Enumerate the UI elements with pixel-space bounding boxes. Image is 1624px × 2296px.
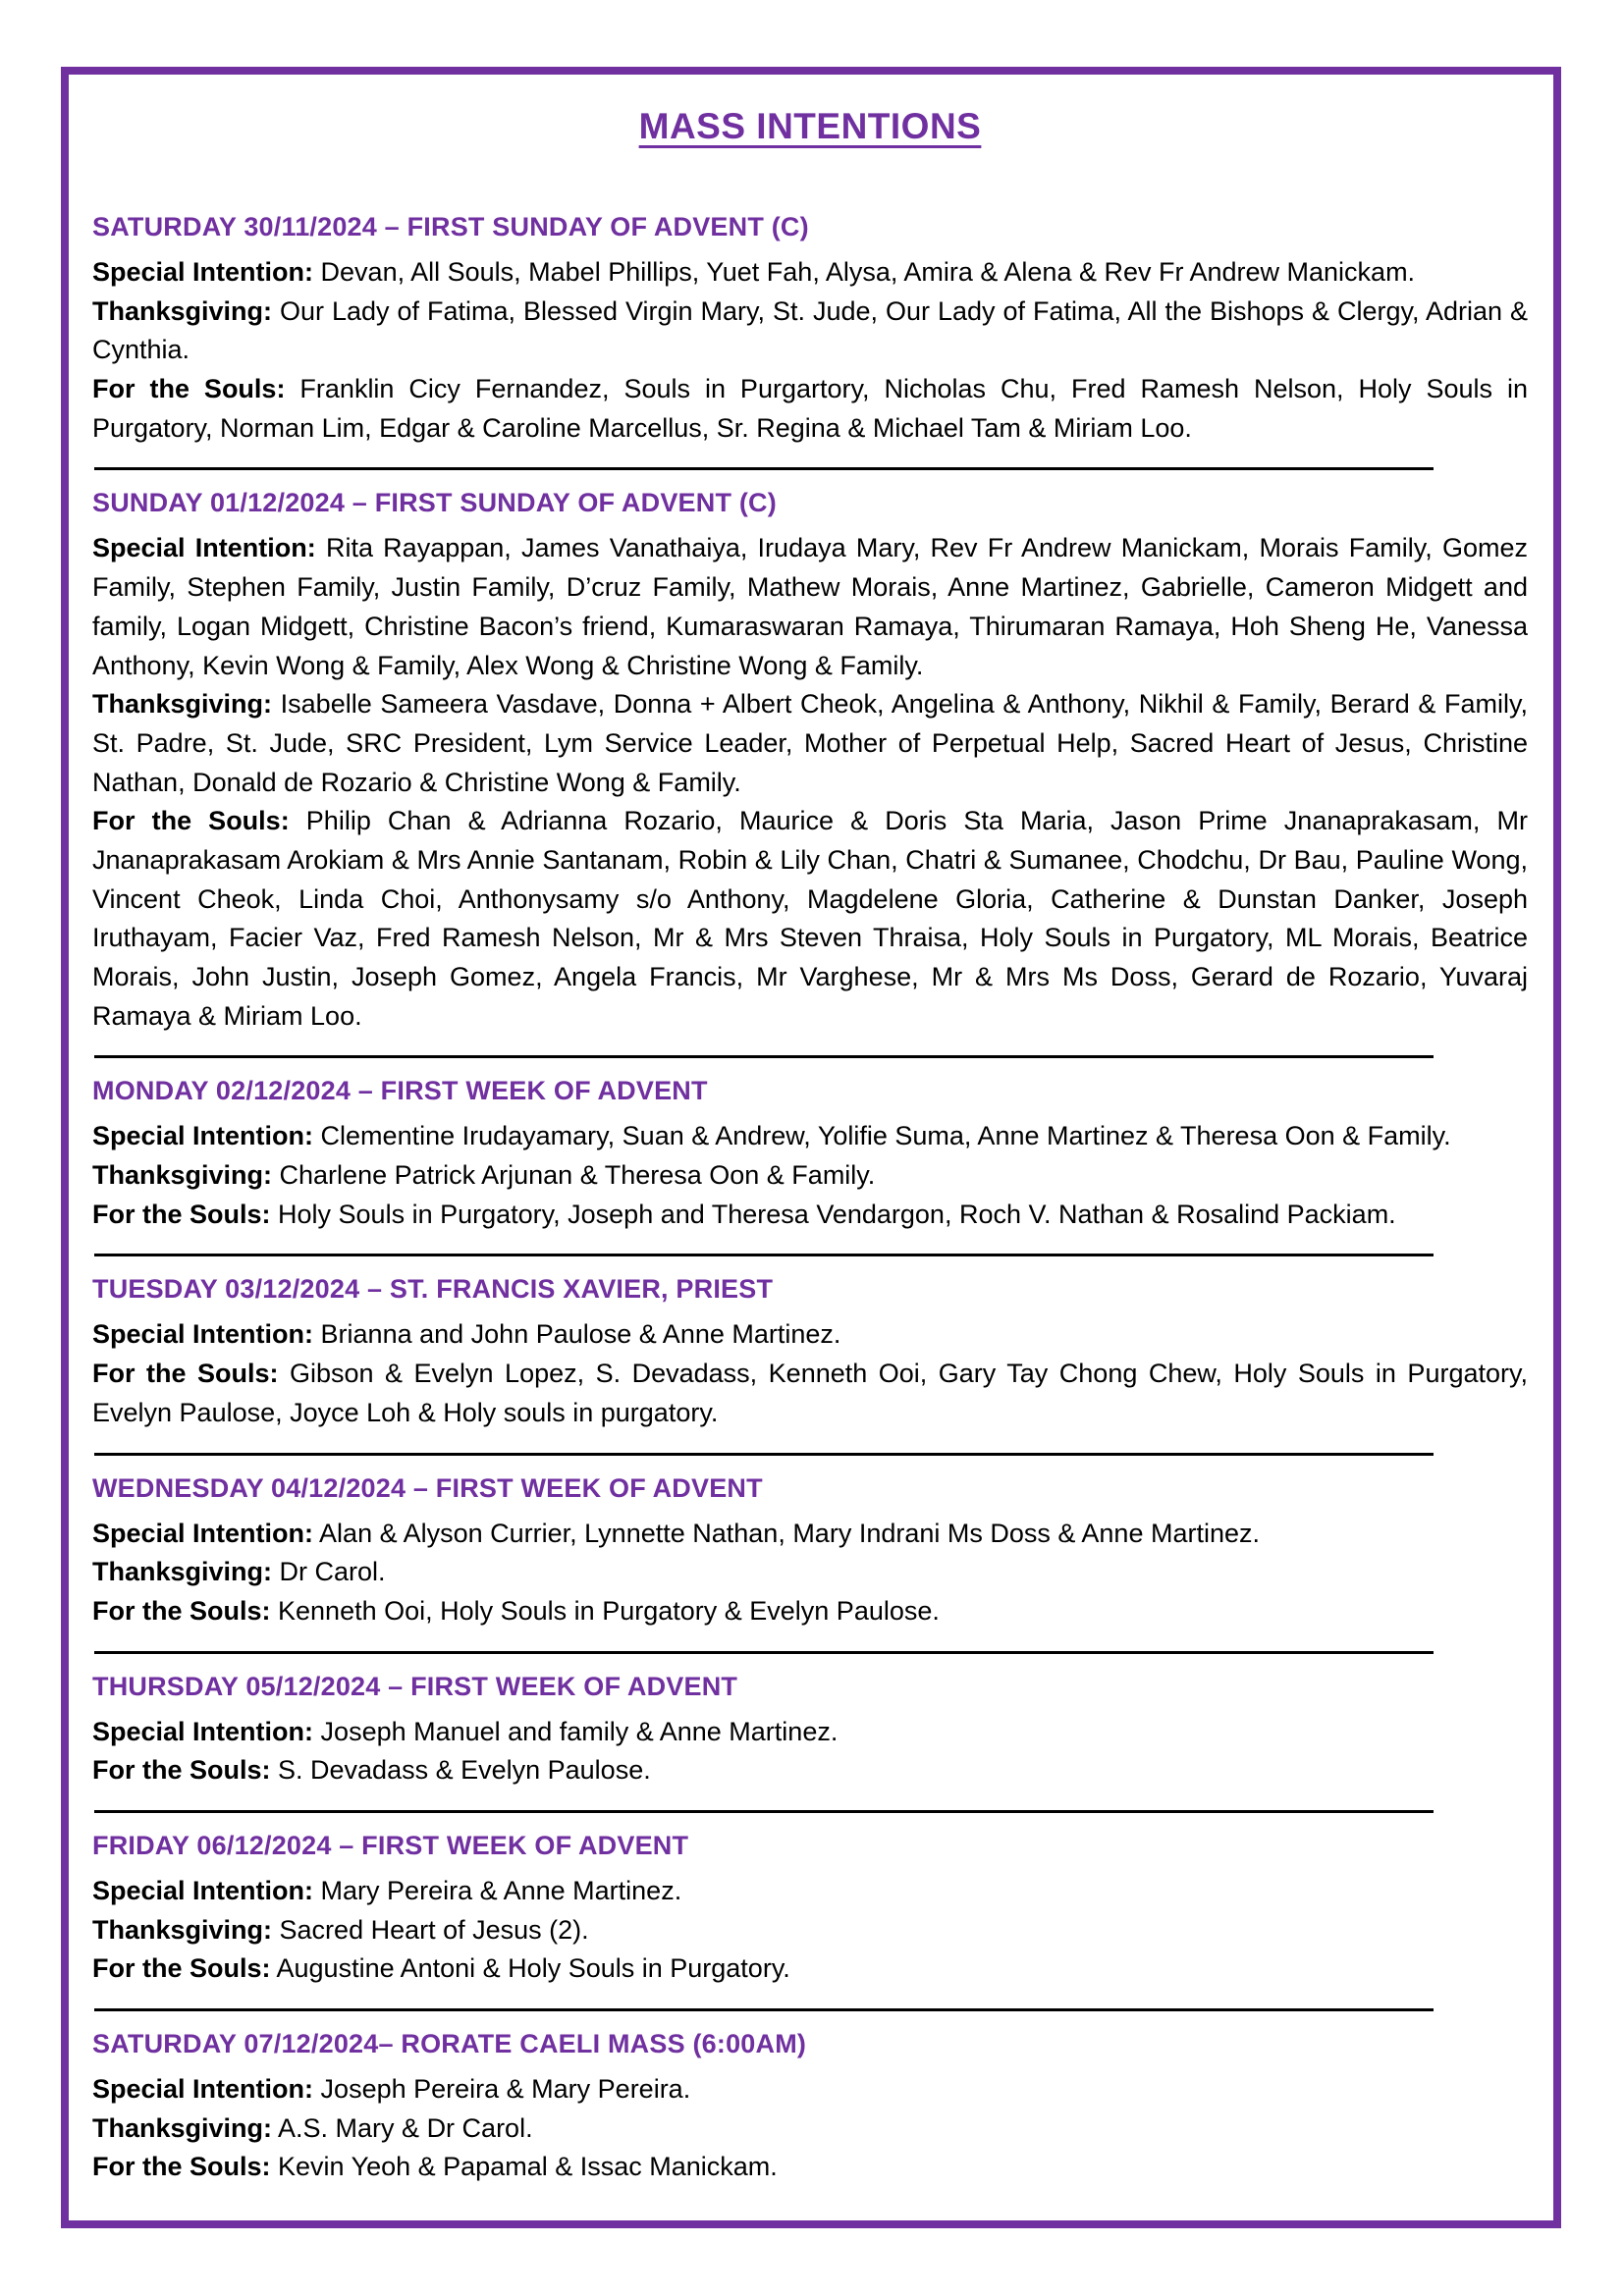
entry-text: Sacred Heart of Jesus (2). bbox=[279, 1914, 589, 1945]
entry-label: For the Souls: bbox=[92, 1755, 271, 1786]
entry-text: S. Devadass & Evelyn Paulose. bbox=[278, 1755, 651, 1786]
section-separator bbox=[94, 1651, 1434, 1654]
entry-text: Brianna and John Paulose & Anne Martinez. bbox=[320, 1319, 841, 1350]
intention-entry bbox=[92, 1949, 1528, 1989]
entry-label: Special Intention: bbox=[92, 1518, 314, 1548]
entry-text: Joseph Pereira & Mary Pereira. bbox=[320, 2074, 691, 2104]
entry-text: A.S. Mary & Dr Carol. bbox=[278, 2112, 533, 2143]
intention-entry bbox=[92, 1911, 1528, 1950]
entry-label: Thanksgiving: bbox=[92, 1160, 273, 1191]
mass-intentions-section bbox=[92, 474, 1528, 1045]
section-entries bbox=[92, 2070, 1528, 2187]
intention-entry bbox=[92, 1196, 1528, 1235]
entry-text: Rita Rayappan, James Vanathaiya, Irudaya Mary, Rev Fr Andrew Manickam, Morais Family, Gomez Family, Stephen Family, Justin Family, D’cruz Family, Mathew Morais, Anne Martinez, Gabrielle, Cameron Midgett and family, Logan Midgett, Christine Bacon’s friend, Kumaraswaran Ramaya, Thirumaran Ramaya, Hoh Sheng He, Vanessa Anthony, Kevin Wong & Family, Alex Wong & Christine Wong & Family. bbox=[92, 533, 1528, 680]
entry-label: For the Souls: bbox=[92, 1953, 271, 1984]
entry-label: Special Intention: bbox=[92, 1716, 314, 1746]
entry-label: Special Intention: bbox=[92, 257, 314, 287]
intention-entry bbox=[92, 685, 1528, 802]
page-title bbox=[92, 106, 1528, 147]
mass-intentions-section bbox=[92, 1260, 1528, 1442]
section-entries bbox=[92, 1315, 1528, 1432]
mass-intentions-section bbox=[92, 1658, 1528, 1800]
mass-intentions-section bbox=[92, 1817, 1528, 1999]
entry-text: Alan & Alyson Currier, Lynnette Nathan, Mary Indrani Ms Doss & Anne Martinez. bbox=[319, 1518, 1260, 1548]
entry-label: Special Intention: bbox=[92, 533, 316, 563]
section-entries bbox=[92, 1515, 1528, 1631]
section-heading: THURSDAY 05/12/2024 – FIRST WEEK OF ADVENT bbox=[92, 1671, 738, 1701]
intention-entry bbox=[92, 1355, 1528, 1432]
section-entries bbox=[92, 253, 1528, 448]
entry-label: Special Intention: bbox=[92, 1319, 314, 1350]
intention-entry bbox=[92, 1315, 1528, 1355]
section-separator bbox=[94, 1453, 1434, 1456]
intention-entry bbox=[92, 253, 1528, 293]
entry-label: Special Intention: bbox=[92, 1875, 314, 1905]
intention-entry bbox=[92, 1553, 1528, 1592]
entry-text: Philip Chan & Adrianna Rozario, Maurice & Doris Sta Maria, Jason Prime Jnanaprakasam, Mr Jnanaprakasam Arokiam & Mrs Annie Santanam, Robin & Lily Chan, Chatri & Sumanee, Chodchu, Dr Bau, Pauline Wong, Vincent Cheok, Linda Choi, Anthonysamy s/o Anthony, Magdelene Gloria, Catherine & Dunstan Danker, Joseph Iruthayam, Facier Vaz, Fred Ramesh Nelson, Mr & Mrs Steven Thraisa, Holy Souls in Purgatory, ML Morais, Beatrice Morais, John Justin, Joseph Gomez, Angela Francis, Mr Varghese, Mr & Mrs Ms Doss, Gerard de Rozario, Yuvaraj Ramaya & Miriam Loo. bbox=[92, 806, 1528, 1031]
intention-entry bbox=[92, 1117, 1528, 1156]
entry-text: Dr Carol. bbox=[279, 1557, 386, 1587]
intention-entry bbox=[92, 529, 1528, 685]
section-separator bbox=[94, 1055, 1434, 1058]
mass-intentions-section bbox=[92, 198, 1528, 457]
section-heading: WEDNESDAY 04/12/2024 – FIRST WEEK OF ADVENT bbox=[92, 1472, 763, 1503]
entry-label: Thanksgiving: bbox=[92, 689, 273, 720]
entry-label: For the Souls: bbox=[92, 1595, 271, 1626]
intention-entry bbox=[92, 2148, 1528, 2187]
intention-entry bbox=[92, 1751, 1528, 1790]
section-separator bbox=[94, 1254, 1434, 1256]
intention-entry bbox=[92, 1592, 1528, 1631]
entry-label: Thanksgiving: bbox=[92, 1557, 273, 1587]
entry-text: Joseph Manuel and family & Anne Martinez. bbox=[320, 1716, 839, 1746]
section-separator bbox=[94, 1810, 1434, 1813]
intention-entry bbox=[92, 2070, 1528, 2109]
entry-text: Clementine Irudayamary, Suan & Andrew, Yolifie Suma, Anne Martinez & Theresa Oon & Family. bbox=[320, 1121, 1451, 1151]
section-heading: SATURDAY 07/12/2024– RORATE CAELI MASS (6:00AM) bbox=[92, 2029, 807, 2058]
entry-label: For the Souls: bbox=[92, 1199, 271, 1229]
section-separator bbox=[94, 2008, 1434, 2011]
document-border-frame bbox=[61, 67, 1561, 2228]
entry-text: Our Lady of Fatima, Blessed Virgin Mary, St. Jude, Our Lady of Fatima, All the Bishops & Clergy, Adrian & Cynthia. bbox=[92, 295, 1528, 365]
entry-text: Gibson & Evelyn Lopez, S. Devadass, Kenneth Ooi, Gary Tay Chong Chew, Holy Souls in Purgatory, Evelyn Paulose, Joyce Loh & Holy souls in purgatory. bbox=[92, 1359, 1528, 1427]
page-title-text: MASS INTENTIONS bbox=[638, 106, 982, 146]
entry-text: Franklin Cicy Fernandez, Souls in Purgartory, Nicholas Chu, Fred Ramesh Nelson, Holy Souls in Purgatory, Norman Lim, Edgar & Caroline Marcellus, Sr. Regina & Michael Tam & Miriam Loo. bbox=[92, 374, 1528, 443]
mass-intentions-section bbox=[92, 2015, 1528, 2197]
entry-text: Charlene Patrick Arjunan & Theresa Oon & Family. bbox=[279, 1160, 876, 1191]
section-heading: SATURDAY 30/11/2024 – FIRST SUNDAY OF ADVENT (C) bbox=[92, 212, 809, 241]
entry-text: Augustine Antoni & Holy Souls in Purgatory. bbox=[276, 1953, 790, 1984]
entry-label: Thanksgiving: bbox=[92, 1914, 273, 1945]
section-heading: SUNDAY 01/12/2024 – FIRST SUNDAY OF ADVENT (C) bbox=[92, 488, 777, 518]
mass-intentions-section bbox=[92, 1062, 1528, 1244]
sections-container bbox=[92, 198, 1528, 2197]
intention-entry bbox=[92, 1156, 1528, 1196]
section-heading: TUESDAY 03/12/2024 – ST. FRANCIS XAVIER, PRIEST bbox=[92, 1274, 774, 1305]
entry-text: Isabelle Sameera Vasdave, Donna + Albert Cheok, Angelina & Anthony, Nikhil & Family, Berard & Family, St. Padre, St. Jude, SRC President, Lym Service Leader, Mother of Perpetual Help, Sacred Heart of Jesus, Christine Nathan, Donald de Rozario & Christine Wong & Family. bbox=[92, 689, 1528, 797]
entry-label: Thanksgiving: bbox=[92, 2112, 273, 2143]
entry-text: Holy Souls in Purgatory, Joseph and Theresa Vendargon, Roch V. Nathan & Rosalind Packiam. bbox=[278, 1199, 1396, 1229]
entry-label: Thanksgiving: bbox=[92, 295, 273, 326]
entry-label: For the Souls: bbox=[92, 1359, 279, 1389]
entry-label: For the Souls: bbox=[92, 374, 286, 404]
section-entries bbox=[92, 1713, 1528, 1790]
section-entries bbox=[92, 1117, 1528, 1234]
intention-entry bbox=[92, 802, 1528, 1036]
intention-entry bbox=[92, 1515, 1528, 1554]
mass-intentions-section bbox=[92, 1460, 1528, 1641]
intention-entry bbox=[92, 1713, 1528, 1752]
intention-entry bbox=[92, 1872, 1528, 1911]
entry-label: For the Souls: bbox=[92, 2152, 271, 2182]
entry-text: Kenneth Ooi, Holy Souls in Purgatory & Evelyn Paulose. bbox=[278, 1595, 940, 1626]
entry-text: Kevin Yeoh & Papamal & Issac Manickam. bbox=[278, 2152, 778, 2182]
entry-text: Mary Pereira & Anne Martinez. bbox=[320, 1875, 682, 1905]
section-entries bbox=[92, 1872, 1528, 1989]
intention-entry bbox=[92, 2109, 1528, 2149]
section-heading: FRIDAY 06/12/2024 – FIRST WEEK OF ADVENT bbox=[92, 1830, 689, 1860]
section-separator bbox=[94, 467, 1434, 470]
entry-label: Special Intention: bbox=[92, 2074, 314, 2104]
intention-entry bbox=[92, 370, 1528, 448]
section-heading: MONDAY 02/12/2024 – FIRST WEEK OF ADVENT bbox=[92, 1076, 708, 1106]
entry-label: Special Intention: bbox=[92, 1121, 314, 1151]
section-entries bbox=[92, 529, 1528, 1036]
entry-label: For the Souls: bbox=[92, 806, 290, 836]
intention-entry bbox=[92, 293, 1528, 370]
entry-text: Devan, All Souls, Mabel Phillips, Yuet Fah, Alysa, Amira & Alena & Rev Fr Andrew Manickam. bbox=[320, 257, 1416, 287]
